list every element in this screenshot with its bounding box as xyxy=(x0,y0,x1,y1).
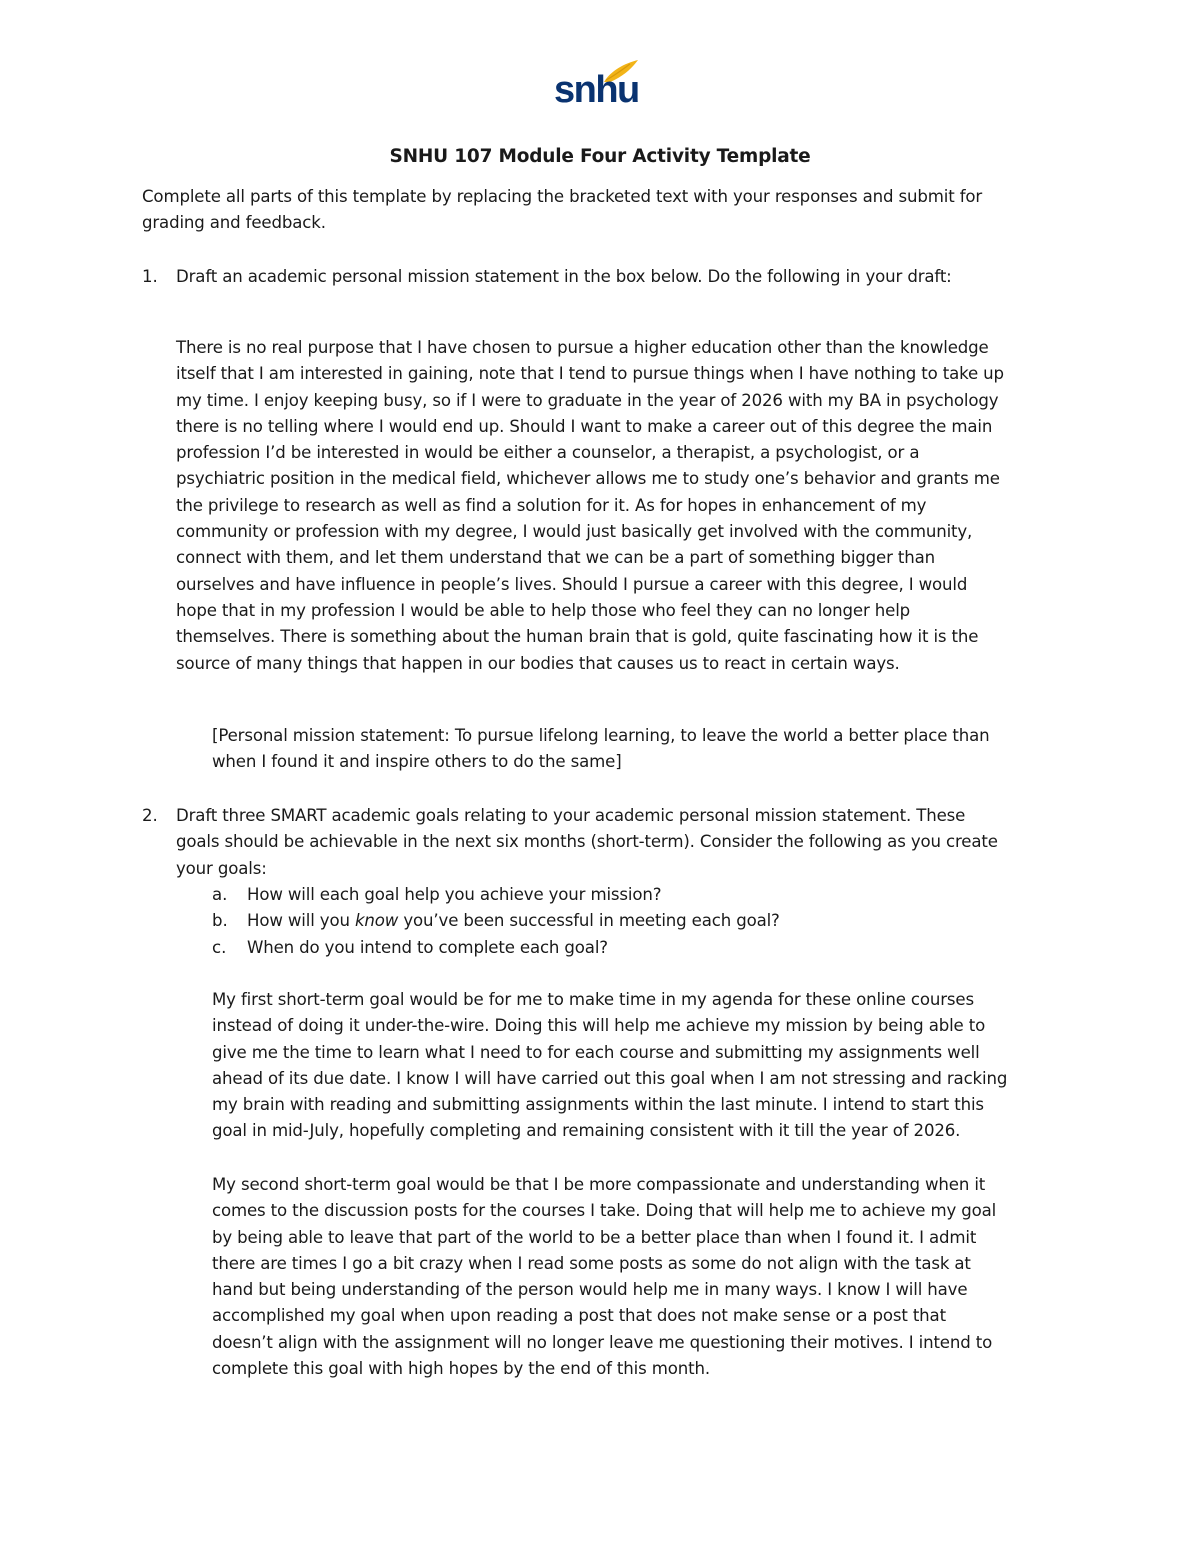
subitem-letter: c. xyxy=(212,938,227,957)
response-line: themselves. There is something about the human brain that is gold, quite fascinating how it is the xyxy=(176,627,979,647)
goal1-paragraph xyxy=(212,987,1007,1145)
bracketed-line: [Personal mission statement: To pursue lifelong learning, to leave the world a better place than xyxy=(212,726,990,745)
item2-prompt-line: goals should be achievable in the next six months (short-term). Consider the following as you create xyxy=(176,832,998,852)
goal1-line: my brain with reading and submitting assignments within the last minute. I intend to start this xyxy=(212,1095,984,1115)
intro-line: Complete all parts of this template by replacing the bracketed text with your responses and submit for xyxy=(142,187,983,206)
goal1-line: goal in mid-July, hopefully completing and remaining consistent with it till the year of 2026. xyxy=(212,1121,961,1141)
goal2-line: comes to the discussion posts for the courses I take. Doing that will help me to achieve my goal xyxy=(212,1201,997,1221)
subitem-letter: b. xyxy=(212,911,228,930)
item1-prompt xyxy=(176,264,952,290)
goal1-line: My first short-term goal would be for me to make time in my agenda for these online courses xyxy=(212,990,974,1009)
goal2-line: by being able to leave that part of the world to be a better place than when I found it. I admit xyxy=(212,1227,977,1247)
response-line: community or profession with my degree, I would just basically get involved with the community, xyxy=(176,522,973,542)
subitem-a xyxy=(247,882,661,908)
goal2-line: doesn’t align with the assignment will no longer leave me questioning their motives. I intend to xyxy=(212,1332,993,1352)
response-line: There is no real purpose that I have chosen to pursue a higher education other than the knowledge xyxy=(176,338,989,357)
goal2-line: there are times I go a bit crazy when I read some posts as some do not align with the task at xyxy=(212,1253,971,1273)
response-line: connect with them, and let them understand that we can be a part of something bigger than xyxy=(176,548,936,568)
bracketed-line: when I found it and inspire others to do the same] xyxy=(212,752,622,772)
item1-number: 1. xyxy=(142,267,158,286)
subitem-text: When do you intend to complete each goal? xyxy=(247,938,608,957)
mission-response xyxy=(176,335,1004,677)
document-title: SNHU 107 Module Four Activity Template xyxy=(389,146,811,167)
subitem-emphasis: know xyxy=(354,911,399,930)
item2-prompt xyxy=(176,803,998,882)
subitem-letter: a. xyxy=(212,885,228,904)
logo-wordmark: snhu xyxy=(554,69,639,111)
subitem-text: How will each goal help you achieve your mission? xyxy=(247,885,662,904)
mission-statement-bracketed xyxy=(212,723,990,776)
response-line: source of many things that happen in our bodies that causes us to react in certain ways. xyxy=(176,653,900,673)
goal2-line: hand but being understanding of the person would help me in many ways. I know I will have xyxy=(212,1280,968,1300)
response-line: itself that I am interested in gaining, note that I tend to pursue things when I have nothing to take up xyxy=(176,364,1004,384)
goal1-line: give me the time to learn what I need to for each course and submitting my assignments well xyxy=(212,1042,980,1062)
item2-prompt-line: your goals: xyxy=(176,858,267,878)
item1-prompt-line: Draft an academic personal mission statement in the box below. Do the following in your draft: xyxy=(176,267,952,286)
response-line: the privilege to research as well as find a solution for it. As for hopes in enhancement of my xyxy=(176,495,927,515)
snhu-logo xyxy=(552,58,644,110)
subitem-text-after: you’ve been successful in meeting each goal? xyxy=(398,911,780,930)
item2-number: 2. xyxy=(142,806,158,825)
goal2-line: complete this goal with high hopes by the end of this month. xyxy=(212,1359,710,1379)
goal2-paragraph xyxy=(212,1172,996,1382)
goal2-line: My second short-term goal would be that I be more compassionate and understanding when it xyxy=(212,1175,986,1194)
response-line: ourselves and have influence in people’s lives. Should I pursue a career with this degree, I would xyxy=(176,574,968,594)
goal1-line: instead of doing it under-the-wire. Doing this will help me achieve my mission by being able to xyxy=(212,1016,986,1036)
response-line: profession I’d be interested in would be either a counselor, a therapist, a psychologist, or a xyxy=(176,443,920,463)
response-line: there is no telling where I would end up. Should I want to make a career out of this degree the main xyxy=(176,416,993,436)
goal2-line: accomplished my goal when upon reading a post that does not make sense or a post that xyxy=(212,1306,946,1326)
goal1-line: ahead of its due date. I know I will have carried out this goal when I am not stressing and racking xyxy=(212,1068,1008,1088)
subitem-c xyxy=(247,935,608,961)
item2-prompt-line: Draft three SMART academic goals relating to your academic personal mission statement. These xyxy=(176,806,966,825)
response-line: my time. I enjoy keeping busy, so if I were to graduate in the year of 2026 with my BA in psychology xyxy=(176,390,999,410)
response-line: hope that in my profession I would be able to help those who feel they can no longer help xyxy=(176,600,911,620)
intro-paragraph xyxy=(142,184,982,237)
intro-line: grading and feedback. xyxy=(142,213,326,233)
subitem-b xyxy=(247,908,780,934)
subitem-text-before: How will you xyxy=(247,911,355,930)
subitem-text xyxy=(247,908,780,934)
response-line: psychiatric position in the medical field, whichever allows me to study one’s behavior and grants me xyxy=(176,469,1000,489)
